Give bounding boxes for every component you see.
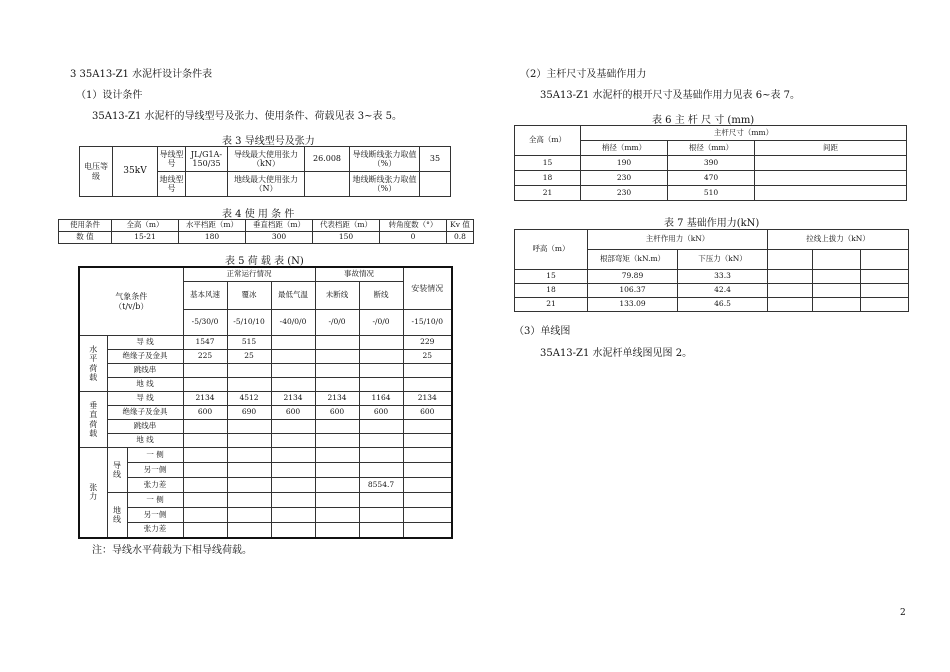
load-cell [315, 478, 359, 493]
t7-group1-label: 主杆作用力（kN） [588, 230, 768, 250]
load-cell [315, 523, 359, 538]
cond-value: -/0/0 [315, 310, 359, 336]
row-name: 导 线 [107, 336, 183, 350]
load-cell [359, 420, 403, 434]
load-cell [271, 478, 315, 493]
load-cell: 690 [227, 406, 271, 420]
t6-cell [755, 171, 907, 186]
t7-cell: 42.4 [678, 284, 768, 298]
t7-cell: 79.89 [588, 270, 678, 284]
row-name: 一 侧 [127, 448, 183, 463]
t7-cell: 133.09 [588, 298, 678, 312]
t6-header: 间距 [755, 141, 907, 156]
normal-label: 正常运行情况 [183, 267, 315, 282]
t7-cell: 46.5 [678, 298, 768, 312]
load-cell [315, 508, 359, 523]
row-name: 一 侧 [127, 493, 183, 508]
cond-header: 断线 [359, 282, 403, 310]
load-cell [271, 378, 315, 392]
table4-caption: 表 4 使 用 条 件 [222, 209, 295, 220]
load-cell [183, 364, 227, 378]
load-cell [183, 478, 227, 493]
load-cell [403, 478, 452, 493]
install-label: 安装情况 [403, 267, 452, 310]
load-cell [183, 463, 227, 478]
load-cell: 4512 [227, 392, 271, 406]
t4-cell: 300 [246, 232, 313, 244]
load-cell [183, 378, 227, 392]
cond-header: 基本风速 [183, 282, 227, 310]
row-name: 张力差 [127, 478, 183, 493]
t4-header: 代表档距（m） [313, 220, 380, 232]
t4-header: Kv 值 [447, 220, 474, 232]
load-cell [403, 463, 452, 478]
load-cell [359, 378, 403, 392]
row-name: 张力差 [127, 523, 183, 538]
load-cell [315, 420, 359, 434]
load-cell [227, 493, 271, 508]
row-name: 绝缘子及金具 [107, 406, 183, 420]
load-cell [227, 420, 271, 434]
t4-header: 全高（m） [112, 220, 179, 232]
t7-cell: 106.37 [588, 284, 678, 298]
row-name: 绝缘子及金具 [107, 350, 183, 364]
t4-header: 转角度数（°） [380, 220, 447, 232]
cond-header: 覆冰 [227, 282, 271, 310]
t7-cell: 21 [515, 298, 588, 312]
voltage-value: 35kV [113, 147, 158, 197]
t6-cell: 510 [668, 186, 755, 201]
t7-cell: 18 [515, 284, 588, 298]
t6-cell: 230 [581, 186, 668, 201]
load-cell [359, 434, 403, 448]
t7-empty [768, 298, 813, 312]
table5-caption: 表 5 荷 载 表 (N) [225, 256, 304, 267]
load-cell [271, 350, 315, 364]
load-cell: 515 [227, 336, 271, 350]
subsection-design-conditions: （1）设计条件 [76, 90, 143, 101]
table6-caption: 表 6 主 杆 尺 寸 (mm) [652, 115, 755, 126]
load-cell: 2134 [183, 392, 227, 406]
intro-paragraph: 35A13-Z1 水泥杆的导线型号及张力、使用条件、荷载见表 3~表 5。 [92, 111, 402, 122]
tension-label: 张力 [79, 448, 107, 538]
load-cell: 2134 [271, 392, 315, 406]
load-cell [271, 493, 315, 508]
load-cell [315, 336, 359, 350]
t7-header: 根部弯矩（kN.m） [588, 250, 678, 270]
t4-cell: 0.8 [447, 232, 474, 244]
load-cell: 600 [315, 406, 359, 420]
row-name: 另一侧 [127, 508, 183, 523]
t4-cell: 0 [380, 232, 447, 244]
load-cell [227, 378, 271, 392]
t7-empty [768, 270, 813, 284]
conductor-max-tension-value: 26.008 [305, 147, 350, 172]
table-note: 注：导线水平荷载为下相导线荷载。 [92, 545, 252, 556]
row-name: 地 线 [107, 434, 183, 448]
weather-cell [79, 267, 183, 336]
conductor-model-value: JL/G1A-150/35 [186, 147, 228, 172]
pole-paragraph: 35A13-Z1 水泥杆的根开尺寸及基础作用力见表 6~表 7。 [540, 90, 800, 101]
t7-empty [768, 284, 813, 298]
t7-empty [861, 270, 909, 284]
load-cell [271, 448, 315, 463]
t7-empty [813, 250, 861, 270]
t4-cell: 150 [313, 232, 380, 244]
conductor-model-label: 导线型号 [158, 147, 186, 172]
ground-break-value [420, 172, 451, 197]
cond-header: 最低气温 [271, 282, 315, 310]
load-cell [271, 336, 315, 350]
t6-cell [755, 156, 907, 171]
t6-cell: 390 [668, 156, 755, 171]
table4-usage-conditions [58, 219, 474, 244]
load-cell [403, 364, 452, 378]
t6-cell: 230 [581, 171, 668, 186]
row-name: 跳线串 [107, 420, 183, 434]
t6-cell: 21 [515, 186, 581, 201]
conductor-break-label: 导线断线张力取值（%） [350, 147, 420, 172]
load-cell [227, 448, 271, 463]
load-cell [359, 364, 403, 378]
load-cell [271, 508, 315, 523]
t4-header: 使用条件 [59, 220, 112, 232]
load-cell [403, 378, 452, 392]
weather-label: 气象条件 [115, 292, 148, 302]
load-cell [183, 434, 227, 448]
load-cell [183, 420, 227, 434]
subsection-pole-size: （2）主杆尺寸及基础作用力 [520, 69, 647, 80]
load-cell [315, 493, 359, 508]
load-cell [403, 523, 452, 538]
load-cell: 8554.7 [359, 478, 403, 493]
load-cell [227, 508, 271, 523]
cond-header: 未断线 [315, 282, 359, 310]
t4-header: 垂直档距（m） [246, 220, 313, 232]
load-cell [359, 336, 403, 350]
load-cell [403, 508, 452, 523]
ground-max-tension-label: 地线最大使用张力（N） [228, 172, 305, 197]
load-cell [403, 434, 452, 448]
conductor-max-tension-label: 导线最大使用张力（kN） [228, 147, 305, 172]
load-cell [227, 478, 271, 493]
t6-cell: 15 [515, 156, 581, 171]
load-cell [359, 463, 403, 478]
load-cell: 2134 [315, 392, 359, 406]
t7-empty [768, 250, 813, 270]
t7-empty [861, 250, 909, 270]
table6-pole-size [514, 125, 907, 201]
accident-label: 事故情况 [315, 267, 403, 282]
t7-header: 下压力（kN） [678, 250, 768, 270]
load-cell [227, 364, 271, 378]
table7-foundation-force [514, 229, 909, 312]
subsection-single-line: （3）单线图 [514, 326, 571, 337]
cond-value: -15/10/0 [403, 310, 452, 336]
load-cell [183, 493, 227, 508]
load-cell: 600 [359, 406, 403, 420]
t7-cell: 15 [515, 270, 588, 284]
load-cell: 600 [403, 406, 452, 420]
table3-caption: 表 3 导线型号及张力 [222, 136, 315, 147]
load-cell [271, 463, 315, 478]
single-line-paragraph: 35A13-Z1 水泥杆单线图见图 2。 [540, 348, 693, 359]
load-cell [359, 523, 403, 538]
load-cell: 1547 [183, 336, 227, 350]
load-cell [271, 434, 315, 448]
load-cell [227, 523, 271, 538]
page-number: 2 [900, 608, 906, 618]
load-cell: 25 [227, 350, 271, 364]
t4-header: 水平档距（m） [179, 220, 246, 232]
section-title: 3 35A13-Z1 水泥杆设计条件表 [70, 69, 213, 80]
t4-cell: 180 [179, 232, 246, 244]
t6-header: 根径（mm） [668, 141, 755, 156]
t7-empty [813, 284, 861, 298]
t7-cell: 33.3 [678, 270, 768, 284]
cond-value: -5/10/10 [227, 310, 271, 336]
load-cell: 225 [183, 350, 227, 364]
t6-group-label: 主杆尺寸（mm） [581, 126, 907, 141]
t6-cell [755, 186, 907, 201]
voltage-label: 电压等级 [80, 147, 113, 197]
cond-value: -/0/0 [359, 310, 403, 336]
t7-empty [813, 298, 861, 312]
ground-model-label: 地线型号 [158, 172, 186, 197]
cond-value: -40/0/0 [271, 310, 315, 336]
load-cell [271, 420, 315, 434]
t7-empty [861, 284, 909, 298]
load-cell [359, 508, 403, 523]
load-cell [315, 378, 359, 392]
load-cell [403, 493, 452, 508]
load-cell [315, 448, 359, 463]
t6-cell: 18 [515, 171, 581, 186]
conductor-break-value: 35 [420, 147, 451, 172]
load-cell [315, 350, 359, 364]
load-cell: 25 [403, 350, 452, 364]
load-cell [227, 434, 271, 448]
load-cell [271, 364, 315, 378]
load-cell: 600 [271, 406, 315, 420]
load-cell [403, 448, 452, 463]
ground-model-value [186, 172, 228, 197]
row-name: 地 线 [107, 378, 183, 392]
row-name: 另一侧 [127, 463, 183, 478]
load-cell [315, 364, 359, 378]
cond-value: -5/30/0 [183, 310, 227, 336]
table5-load [78, 266, 453, 539]
t7-height-label: 呼高（m） [515, 230, 588, 270]
tension-wire-label: 导线 [107, 448, 127, 493]
tension-ground-label: 地线 [107, 493, 127, 538]
load-cell [359, 350, 403, 364]
t6-cell: 190 [581, 156, 668, 171]
ground-max-tension-value [305, 172, 350, 197]
load-cell [359, 448, 403, 463]
load-cell [359, 493, 403, 508]
row-name: 导 线 [107, 392, 183, 406]
load-cell [315, 463, 359, 478]
t7-group2-label: 拉线上拔力（kN） [768, 230, 909, 250]
t7-empty [813, 270, 861, 284]
load-cell [227, 463, 271, 478]
load-cell [183, 508, 227, 523]
load-cell: 1164 [359, 392, 403, 406]
weather-unit: （t/v/b） [114, 301, 149, 311]
t4-cell: 15-21 [112, 232, 179, 244]
t6-height-label: 全高（m） [515, 126, 581, 156]
load-cell [271, 523, 315, 538]
t4-cell: 数 值 [59, 232, 112, 244]
t7-empty [861, 298, 909, 312]
row-name: 跳线串 [107, 364, 183, 378]
t6-cell: 470 [668, 171, 755, 186]
table7-caption: 表 7 基础作用力(kN) [664, 218, 760, 229]
load-cell: 2134 [403, 392, 452, 406]
load-cell: 229 [403, 336, 452, 350]
table3-conductor-tension [79, 146, 451, 197]
load-cell: 600 [183, 406, 227, 420]
t6-header: 梢径（mm） [581, 141, 668, 156]
horizontal-load-label: 水平荷载 [79, 336, 107, 392]
load-cell [315, 434, 359, 448]
vertical-load-label: 垂直荷载 [79, 392, 107, 448]
load-cell [183, 448, 227, 463]
ground-break-label: 地线断线张力取值（%） [350, 172, 420, 197]
load-cell [403, 420, 452, 434]
load-cell [183, 523, 227, 538]
